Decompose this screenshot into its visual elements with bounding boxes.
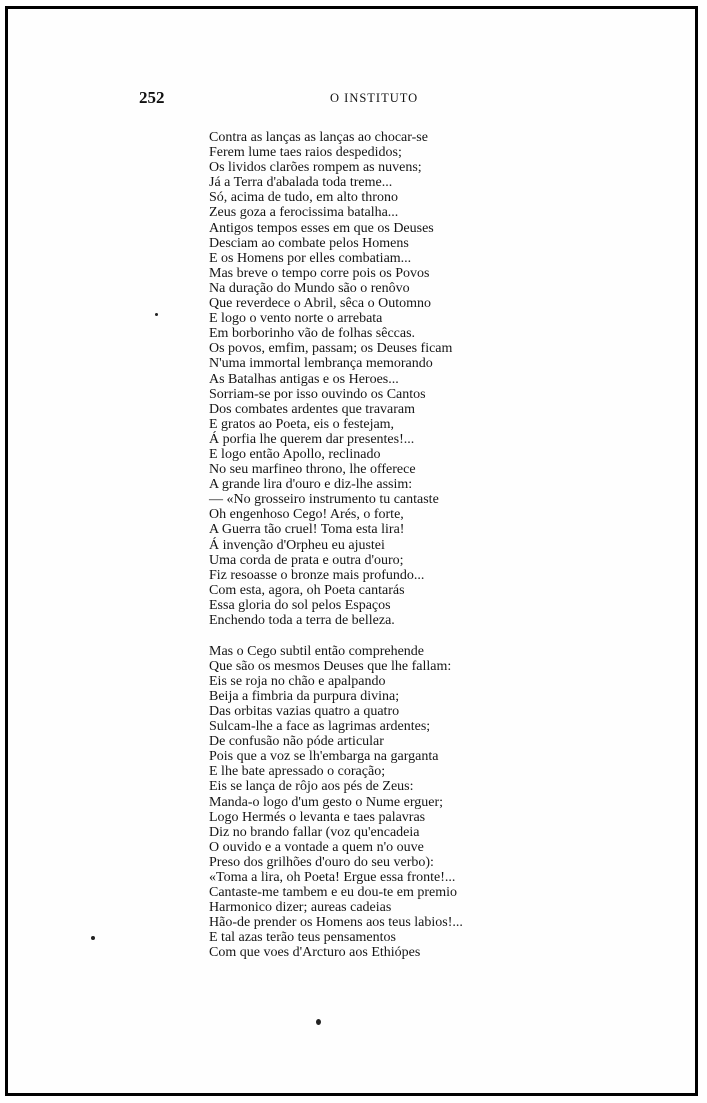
verse-line: — «No grosseiro instrumento tu cantaste: [209, 492, 439, 508]
stanza: [209, 644, 539, 961]
verse-line: «Toma a lira, oh Poeta! Ergue essa fronte!...: [209, 870, 456, 885]
verse-line: Mas o Cego subtil então comprehende: [209, 643, 425, 659]
verse-line: Desciam ao combate pelos Homens: [209, 235, 409, 251]
verse-line: E logo o vento norte o arrebata: [209, 311, 383, 327]
verse-line: No seu marfineo throno, lhe offerece: [209, 462, 416, 478]
verse-line: Que são os mesmos Deuses que lhe fallam:: [209, 658, 452, 674]
verse-line: Eis se lança de rôjo aos pés de Zeus:: [209, 779, 414, 795]
verse-line: Com esta, agora, oh Poeta cantarás: [209, 582, 405, 598]
journal-title: O INSTITUTO: [330, 91, 419, 105]
verse-line: Zeus goza a ferocissima batalha...: [209, 205, 399, 221]
verse-line: Cantaste-me tambem e eu dou-te em premio: [209, 885, 458, 901]
running-head: [0, 88, 707, 108]
verse-line: Beija a fimbria da purpura divina;: [209, 688, 400, 704]
poem-body: [209, 130, 539, 961]
verse-line: Dos combates ardentes que travaram: [209, 401, 416, 417]
verse-line: Que reverdece o Abril, sêca o Outomno: [209, 296, 431, 312]
verse-line: E gratos ao Poeta, eis o festejam,: [209, 416, 395, 432]
verse-line: Sorriam-se por isso ouvindo os Cantos: [209, 386, 426, 402]
verse-line: E lhe bate apressado o coração;: [209, 764, 386, 780]
verse-line: E tal azas terão teus pensamentos: [209, 930, 396, 946]
verse-line: E os Homens por elles combatiam...: [209, 250, 412, 266]
verse-line: Á porfia lhe querem dar presentes!...: [209, 431, 415, 447]
verse-line: Sulcam-lhe a face as lagrimas ardentes;: [209, 719, 431, 735]
verse-line: Em borborinho vão de folhas sêccas.: [209, 326, 416, 342]
scan-speck: [316, 1019, 321, 1025]
verse-line: E logo então Apollo, reclinado: [209, 446, 381, 462]
verse-line: Ferem lume taes raios despedidos;: [209, 145, 402, 161]
verse-line: Essa gloria do sol pelos Espaços: [209, 597, 391, 613]
verse-line: Das orbitas vazias quatro a quatro: [209, 703, 400, 719]
verse-line: Já a Terra d'abalada toda treme...: [209, 175, 393, 191]
verse-line: Harmonico dizer; aureas cadeias: [209, 900, 392, 916]
verse-line: De confusão não póde articular: [209, 734, 384, 750]
verse-line: Uma corda de prata e outra d'ouro;: [209, 552, 404, 568]
verse-line: Os lividos clarões rompem as nuvens;: [209, 160, 422, 176]
verse-line: Enchendo toda a terra de belleza.: [209, 613, 395, 628]
scan-speck: [91, 936, 95, 940]
verse-line: Com que voes d'Arcturo aos Ethiópes: [209, 945, 421, 961]
verse-line: Mas breve o tempo corre pois os Povos: [209, 265, 430, 281]
verse-line: Na duração do Mundo são o renôvo: [209, 280, 410, 296]
verse-line: Manda-o logo d'um gesto o Nume erguer;: [209, 794, 443, 810]
verse-line: A Guerra tão cruel! Toma esta lira!: [209, 522, 405, 538]
verse-line: Contra as lanças as lanças ao chocar-se: [209, 130, 428, 145]
scan-speck: [155, 313, 158, 316]
page-number: 252: [139, 88, 165, 107]
verse-line: Oh engenhoso Cego! Arés, o forte,: [209, 507, 404, 523]
verse-line: Hão-de prender os Homens aos teus labios!...: [209, 915, 463, 931]
verse-line: Á invenção d'Orpheu eu ajustei: [209, 537, 385, 553]
verse-line: Eis se roja no chão e apalpando: [209, 673, 386, 689]
verse-line: Pois que a voz se lh'embarga na garganta: [209, 749, 439, 765]
verse-line: Só, acima de tudo, em alto throno: [209, 190, 398, 206]
verse-line: N'uma immortal lembrança memorando: [209, 356, 433, 372]
verse-line: Os povos, emfim, passam; os Deuses ficam: [209, 341, 453, 357]
verse-line: A grande lira d'ouro e diz-lhe assim:: [209, 477, 413, 493]
verse-line: O ouvido e a vontade a quem n'o ouve: [209, 839, 424, 855]
verse-line: Antigos tempos esses em que os Deuses: [209, 220, 434, 236]
verse-line: Fiz resoasse o bronze mais profundo...: [209, 567, 425, 583]
verse-line: As Batalhas antigas e os Heroes...: [209, 371, 399, 387]
verse-line: Logo Hermés o levanta e taes palavras: [209, 809, 426, 825]
stanza: [209, 130, 539, 628]
verse-line: Preso dos grilhões d'ouro do seu verbo):: [209, 854, 434, 870]
verse-line: Diz no brando fallar (voz qu'encadeia: [209, 824, 420, 840]
